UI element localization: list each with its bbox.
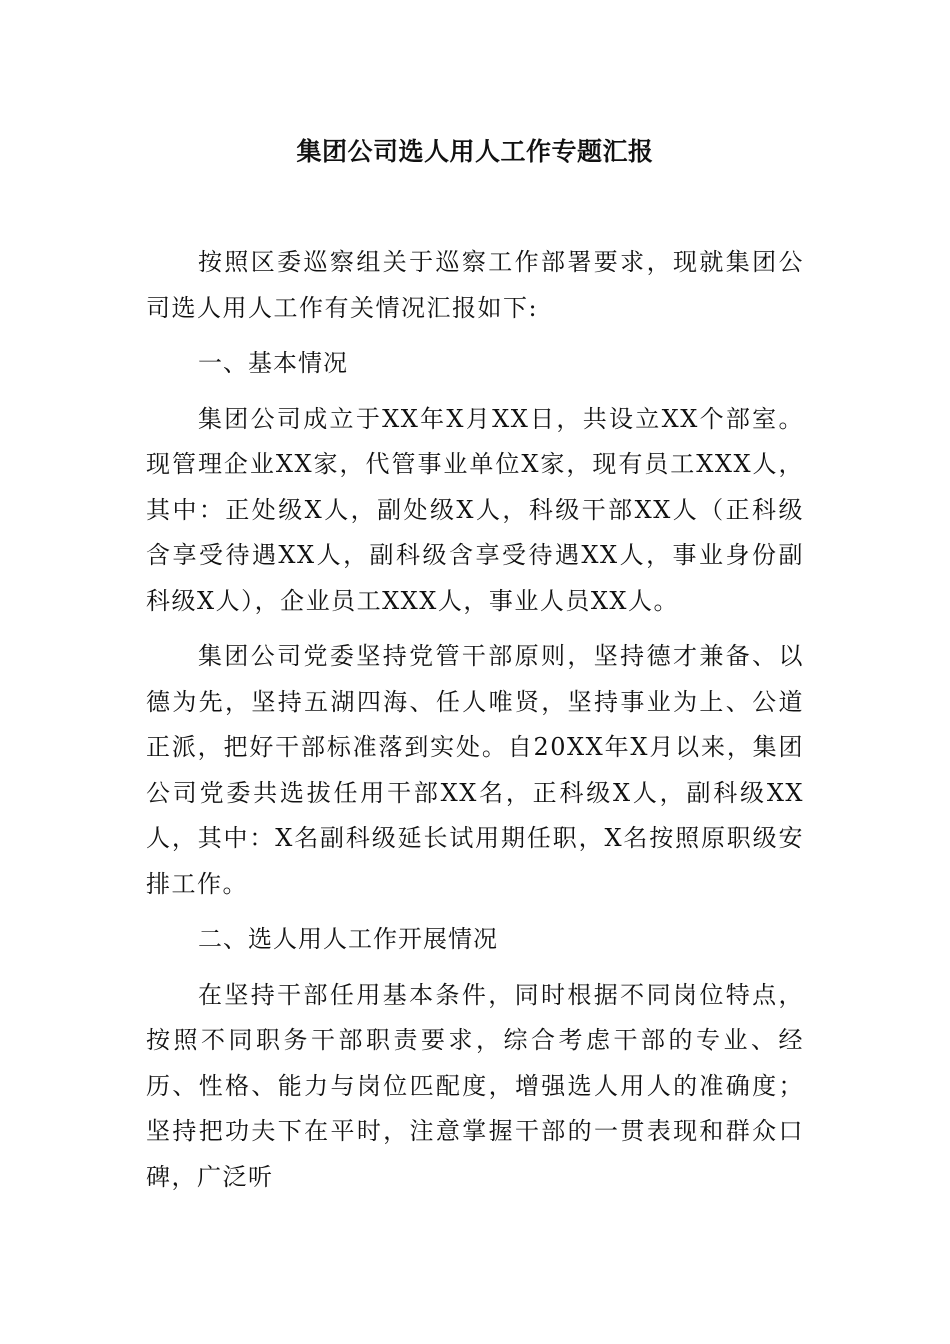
section-heading-basic: 一、基本情况 bbox=[198, 349, 348, 377]
section-heading-work: 二、选人用人工作开展情况 bbox=[198, 925, 498, 953]
intro-paragraph: 按照区委巡察组关于巡察工作部署要求，现就集团公司选人用人工作有关情况汇报如下: bbox=[146, 248, 804, 322]
document-title: 集团公司选人用人工作专题汇报 bbox=[296, 137, 654, 166]
spacer bbox=[146, 963, 804, 973]
spacer bbox=[146, 624, 804, 634]
spacer bbox=[146, 387, 804, 397]
work-paragraph-1: 在坚持干部任用基本条件，同时根据不同岗位特点，按照不同职务干部职责要求，综合考虑干部的专业、经历、性格、能力与岗位匹配度，增强选人用人的准确度；坚持把功夫下在平时，注意掌握干部的一贯表现和群众口碑，广泛听 bbox=[146, 980, 804, 1191]
spacer bbox=[146, 907, 804, 917]
document-body bbox=[146, 240, 804, 1200]
basic-paragraph-2: 集团公司党委坚持党管干部原则，坚持德才兼备、以德为先，坚持五湖四海、任人唯贤，坚持事业为上、公道正派，把好干部标准落到实处。自20XX年X月以来，集团公司党委共选拔任用干部XX名，正科级X人，副科级XX人，其中：X名副科级延长试用期任职，X名按照原职级安排工作。 bbox=[146, 642, 804, 898]
spacer bbox=[146, 331, 804, 341]
basic-paragraph-1: 集团公司成立于XX年X月XX日，共设立XX个部室。现管理企业XX家，代管事业单位X家，现有员工XXX人，其中：正处级X人，副处级X人，科级干部XX人（正科级含享受待遇XX人，副科级含享受待遇XX人，事业身份副科级X人），企业员工XXX人，事业人员XX人。 bbox=[146, 404, 804, 615]
